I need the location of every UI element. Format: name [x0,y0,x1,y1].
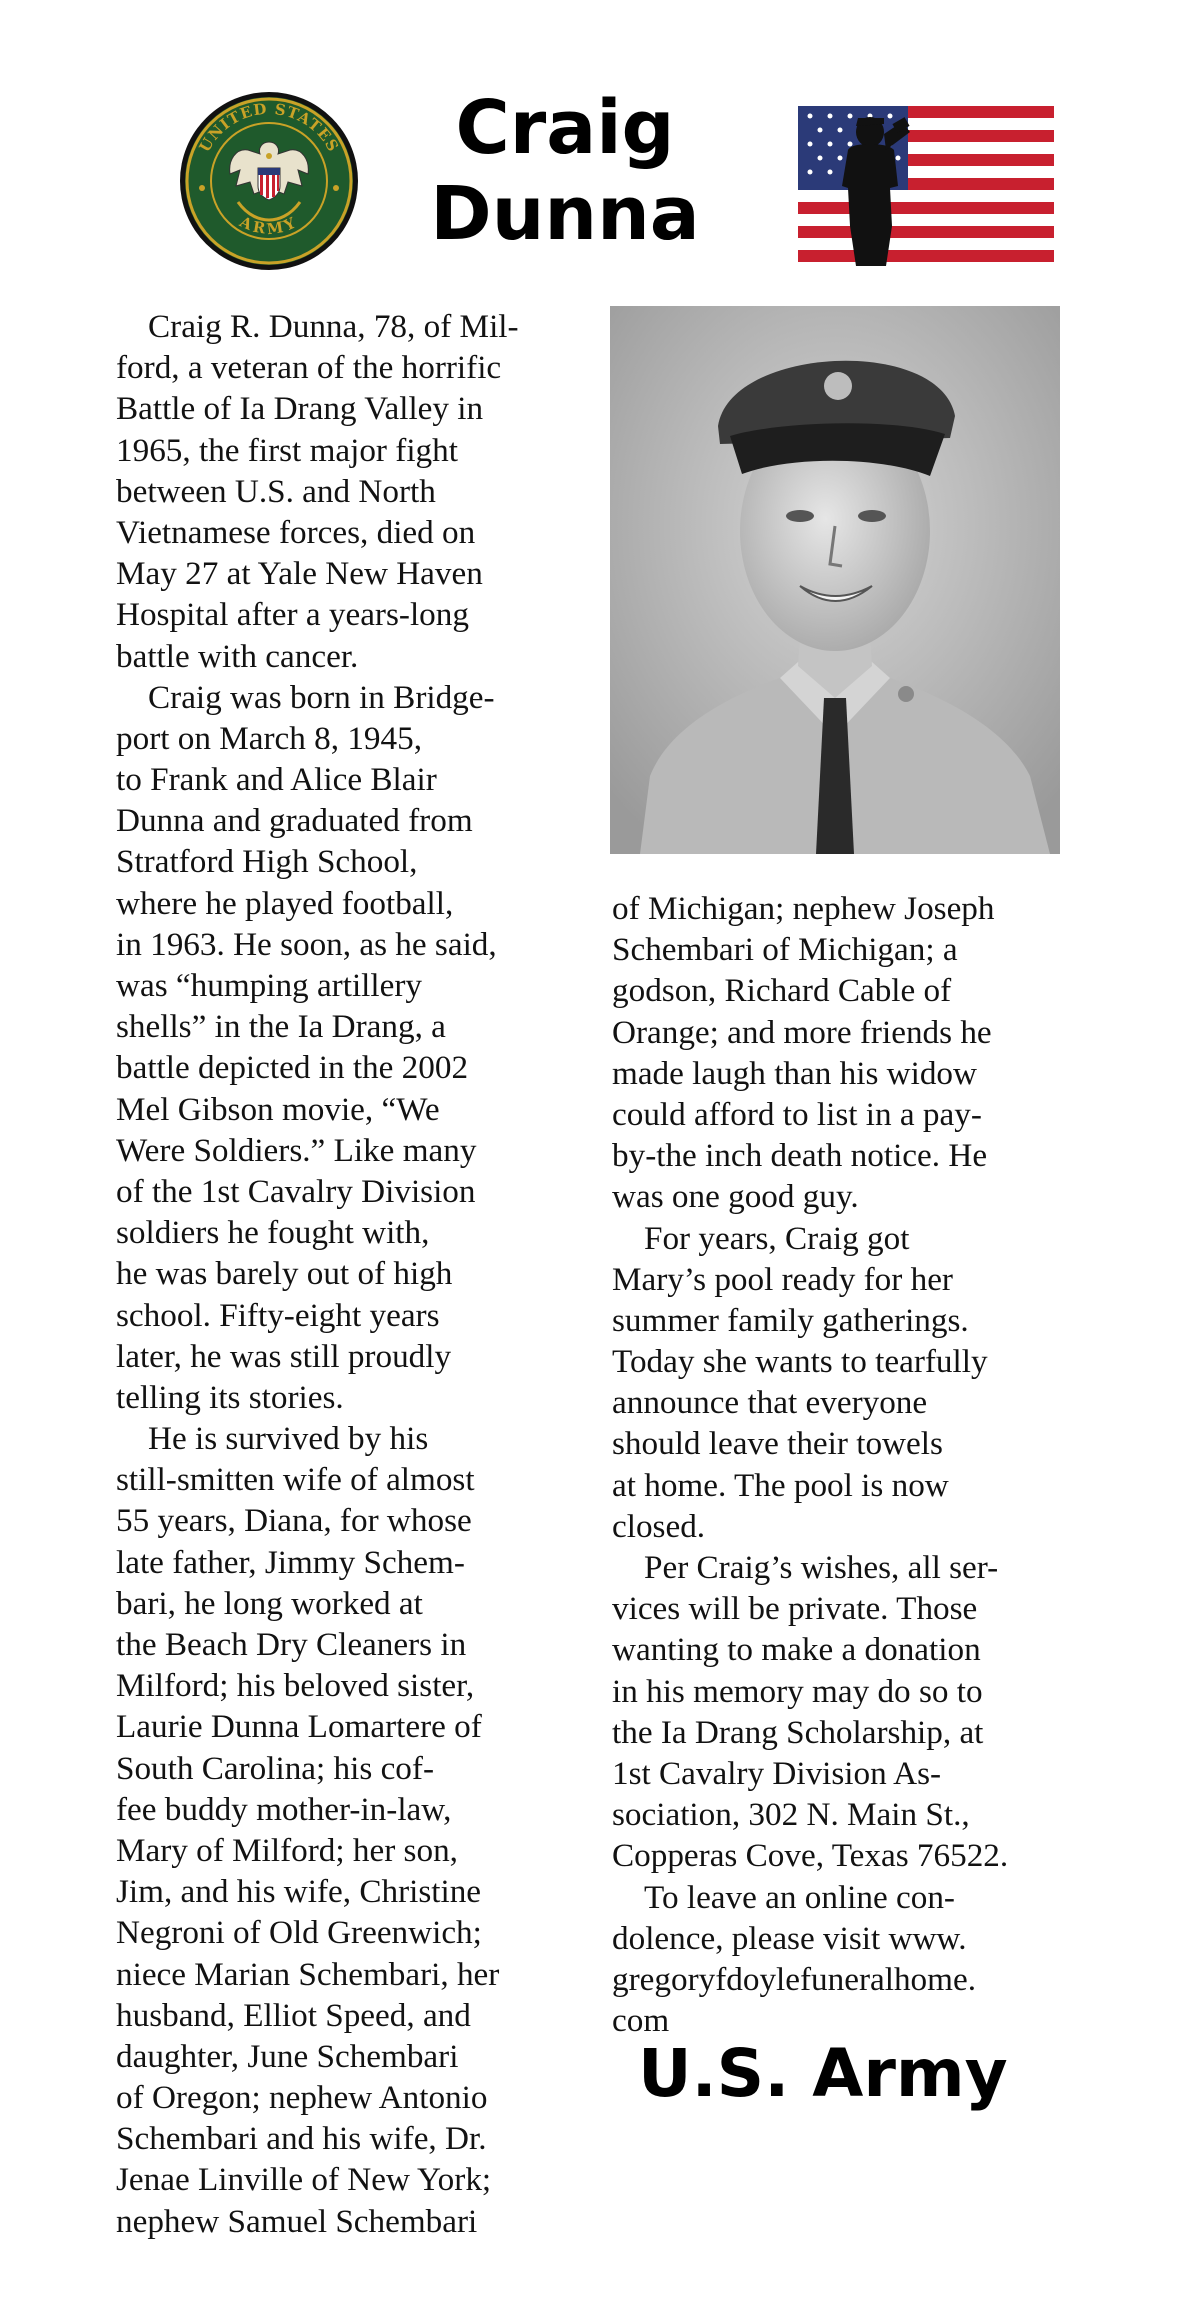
obituary-line: Mary of Milford; her son, [116,1831,458,1869]
obituary-line: Negroni of Old Greenwich; [116,1914,482,1952]
obituary-line: still-smitten wife of almost [116,1461,475,1499]
obituary-line: Craig was born in Bridge- [148,678,495,716]
obituary-line: he was barely out of high [116,1255,453,1293]
obituary-line: made laugh than his widow [612,1054,977,1092]
page-title [400,85,730,257]
obituary-line: telling its stories. [116,1378,344,1416]
obituary-line: sociation, 302 N. Main St., [612,1796,970,1834]
obituary-line: Mary’s pool ready for her [612,1260,953,1298]
obituary-line: closed. [612,1507,706,1545]
obituary-line: husband, Elliot Speed, and [116,1996,471,2034]
obituary-line: Jim, and his wife, Christine [116,1873,482,1911]
obituary-line: Schembari of Michigan; a [612,931,958,969]
us-army-label: U.S. Army [638,2035,1008,2112]
obituary-line: soldiers he fought with, [116,1214,430,1252]
obituary-line: between U.S. and North [116,472,436,510]
obituary-line: later, he was still proudly [116,1337,452,1375]
obituary-line: by-the inch death notice. He [612,1137,988,1175]
obituary-line: in 1963. He soon, as he said, [116,925,497,963]
obituary-line: Orange; and more friends he [612,1013,992,1051]
american-flag-icon [798,106,1054,266]
obituary-line: com [612,2002,670,2040]
obituary-line: Jenae Linville of New York; [116,2161,492,2199]
obituary-line: to Frank and Alice Blair [116,761,437,799]
obituary-line: fee buddy mother-in-law, [116,1790,452,1828]
obituary-line: was one good guy. [612,1178,859,1216]
obituary-line: To leave an online con- [644,1878,955,1916]
obituary-line: bari, he long worked at [116,1584,423,1622]
obituary-line: nephew Samuel Schembari [116,2202,478,2240]
obituary-line: gregoryfdoylefuneralhome. [612,1960,976,1998]
obituary-line: could afford to list in a pay- [612,1095,982,1133]
obituary-line: Today she wants to tearfully [612,1343,988,1381]
obituary-line: ford, a veteran of the horrific [116,349,502,387]
obituary-line: 1st Cavalry Division As- [612,1754,942,1792]
obituary-line: wanting to make a donation [612,1631,981,1669]
obituary-line: of Oregon; nephew Antonio [116,2079,488,2117]
obituary-line: battle depicted in the 2002 [116,1049,469,1087]
obituary-line: at home. The pool is now [612,1466,949,1504]
obituary-line: Milford; his beloved sister, [116,1667,475,1705]
obituary-line: niece Marian Schembari, her [116,1955,500,1993]
obituary-line: Vietnamese forces, died on [116,513,476,551]
obituary-line: school. Fifty-eight years [116,1296,440,1334]
obituary-line: the Ia Drang Scholarship, at [612,1713,984,1751]
obituary-line: 55 years, Diana, for whose [116,1502,472,1540]
obituary-line: Hospital after a years-long [116,596,469,634]
obituary-line: Stratford High School, [116,843,418,881]
obituary-line: was “humping artillery [116,967,422,1004]
obituary-line: daughter, June Schembari [116,2037,459,2075]
obituary-line: shells” in the Ia Drang, a [116,1008,446,1046]
obituary-column-left [116,306,586,2242]
obituary-line: 1965, the first major fight [116,431,458,469]
obituary-line: dolence, please visit www. [612,1919,967,1957]
obituary-line: Were Soldiers.” Like many [116,1131,477,1169]
obituary-line: of Michigan; nephew Joseph [612,890,995,927]
obituary-line: South Carolina; his cof- [116,1749,435,1787]
svg-text:UNITED STATES: UNITED STATES [195,99,343,156]
obituary-line: should leave their towels [612,1425,943,1463]
obituary-column-right [612,888,1072,2041]
obituary-line: godson, Richard Cable of [612,972,952,1010]
name-last: Dunna [430,171,700,257]
soldier-portrait-photo [610,306,1060,854]
obituary-line: vices will be private. Those [612,1590,978,1628]
obituary-line: battle with cancer. [116,637,359,675]
obituary-line: Schembari and his wife, Dr. [116,2120,487,2158]
obituary-line: the Beach Dry Cleaners in [116,1626,467,1663]
obituary-line: May 27 at Yale New Haven [116,555,483,593]
obituary-line: where he played football, [116,884,454,922]
obituary-line: late father, Jimmy Schem- [116,1543,465,1581]
obituary-line: For years, Craig got [644,1219,910,1257]
name-first: Craig [455,85,675,171]
us-army-seal-icon [178,90,360,272]
obituary-line: Laurie Dunna Lomartere of [116,1708,482,1746]
obituary-line: Mel Gibson movie, “We [116,1090,440,1128]
obituary-line: in his memory may do so to [612,1672,983,1710]
obituary-line: Battle of Ia Drang Valley in [116,390,484,428]
obituary-line: of the 1st Cavalry Division [116,1172,476,1210]
obituary-line: announce that everyone [612,1384,928,1422]
obituary-line: Craig R. Dunna, 78, of Mil- [148,308,519,345]
obituary-line: summer family gatherings. [612,1301,969,1339]
svg-text:ARMY: ARMY [237,212,302,239]
obituary-line: Dunna and graduated from [116,802,473,840]
obituary-line: port on March 8, 1945, [116,719,423,757]
obituary-line: Per Craig’s wishes, all ser- [644,1549,999,1586]
obituary-line: He is survived by his [148,1420,429,1458]
obituary-line: Copperas Cove, Texas 76522. [612,1837,1009,1875]
